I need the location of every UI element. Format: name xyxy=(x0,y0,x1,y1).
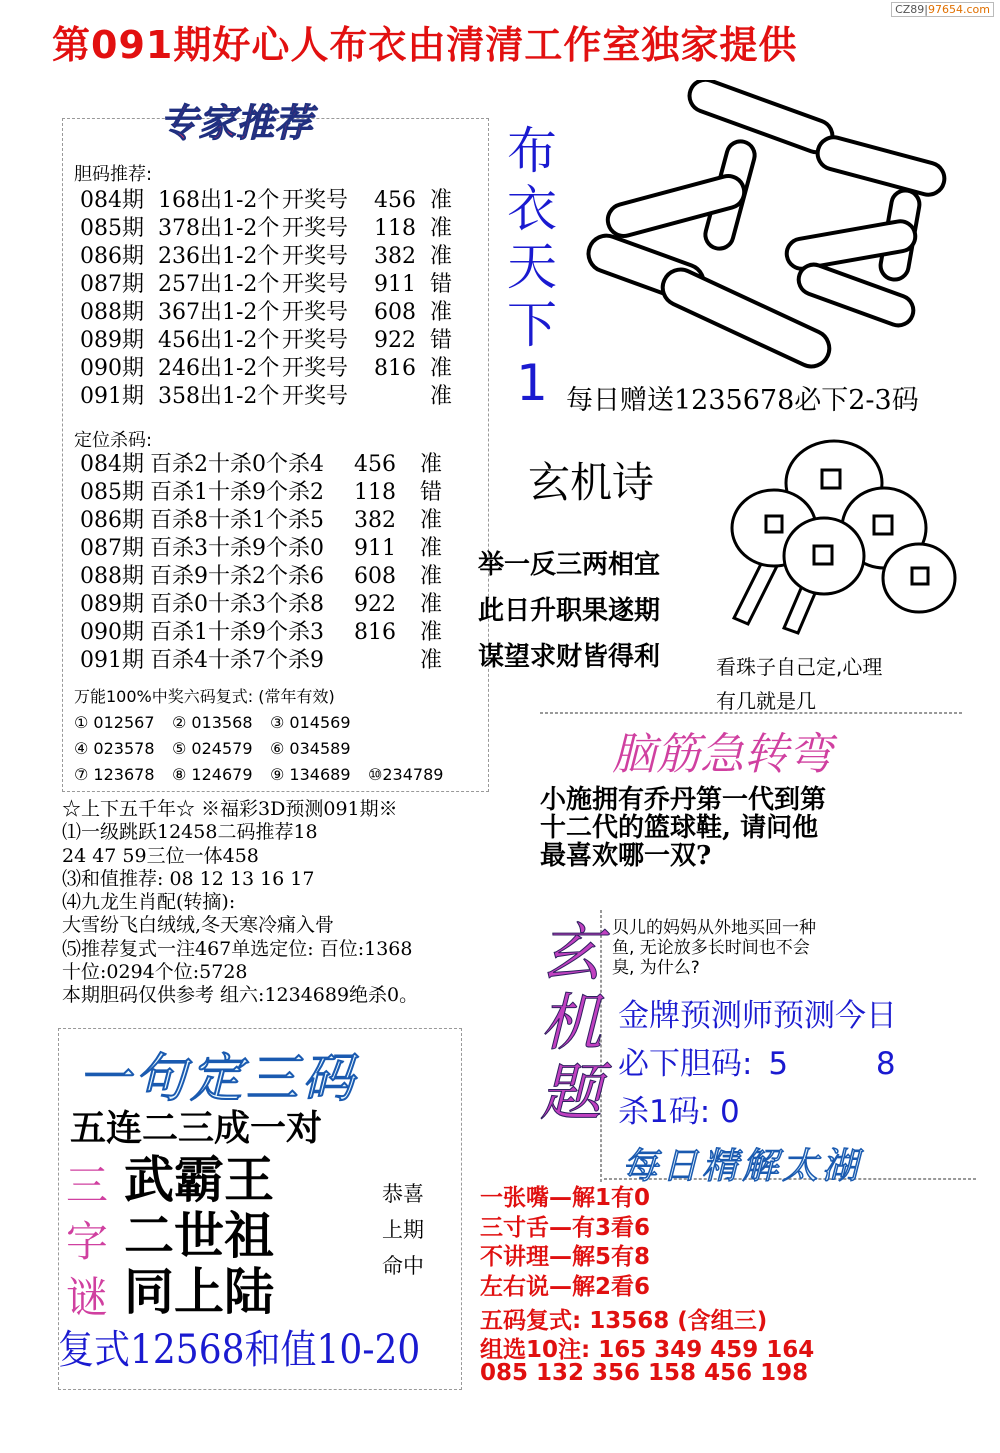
fc3d-line: ☆上下五千年☆ ※福彩3D预测091期※ xyxy=(62,798,398,820)
wanneng-row xyxy=(74,762,466,788)
pearl-line: 看珠子自己定,心理 xyxy=(716,655,883,679)
wanneng-row xyxy=(74,736,466,762)
kill-issue: 085期 xyxy=(80,480,144,505)
dan-row xyxy=(80,299,452,327)
fc3d-line: 十位:0294个位:5728 xyxy=(62,961,248,984)
dan-result: 准 xyxy=(430,356,453,381)
fc3d-line: ⑴一级跳跃12458二码推荐18 xyxy=(62,821,318,844)
kill-issue: 084期 xyxy=(80,452,144,477)
pearl-line: 有几就是几 xyxy=(716,689,816,713)
dan-row xyxy=(80,271,452,299)
gold-title: 金牌预测师预测今日 xyxy=(618,998,897,1034)
riddle-line: 十二代的篮球鞋, 请问他 xyxy=(540,813,819,843)
kill-row xyxy=(80,563,442,591)
poem-line: 举一反三两相宜 xyxy=(478,550,661,580)
fc3d-line: 本期胆码仅供参考 组六:1234689绝杀0。 xyxy=(62,984,419,1007)
wanneng-item: ④ 023578 xyxy=(74,739,155,758)
dan-kj: 开奖号 xyxy=(282,272,349,297)
wanneng-item: ⑦ 123678 xyxy=(74,765,155,784)
dan-table xyxy=(80,187,452,411)
dan-pick-label: 必下胆码: xyxy=(618,1046,753,1082)
buyi-char: 衣 xyxy=(507,180,557,238)
riddle-line: 最喜欢哪一双? xyxy=(540,841,712,871)
dan-row xyxy=(80,355,452,383)
xuanji-line: 臭, 为什么? xyxy=(612,958,700,978)
kill-row xyxy=(80,591,442,619)
buyi-char: 布 xyxy=(507,122,557,180)
xuanji-char: 题 xyxy=(540,1056,603,1129)
coins-illustration xyxy=(714,428,960,640)
dan-row xyxy=(80,327,452,355)
taihu-line: 不讲理—解5有8 xyxy=(480,1244,651,1270)
poem-title: 玄机诗 xyxy=(528,458,655,507)
dan-kj: 开奖号 xyxy=(282,188,349,213)
wanneng-list xyxy=(74,710,466,788)
xuanji-line: 鱼, 无论放多长时间也不会 xyxy=(612,938,810,958)
fc3d-line: 24 47 59三位一体458 xyxy=(62,844,259,867)
dan-result: 准 xyxy=(430,300,453,325)
kill-num: 816 xyxy=(354,620,396,645)
gongxi xyxy=(382,1176,424,1284)
sanzi-line: 同上陆 xyxy=(124,1262,274,1321)
dan-num: 911 xyxy=(374,272,416,297)
daily-gift: 每日赠送1235678必下2-3码 xyxy=(566,385,919,416)
wanneng-item: ⑩234789 xyxy=(368,765,444,784)
watermark: CZ89|97654.com xyxy=(891,2,994,17)
kill-num: 456 xyxy=(354,452,396,477)
gongxi-line: 上期 xyxy=(382,1218,424,1242)
dan-issue: 084期 xyxy=(80,188,144,213)
taihu-line: 三寸舌—有3看6 xyxy=(480,1214,651,1241)
dan-num: 922 xyxy=(374,328,416,353)
kill-result: 准 xyxy=(420,564,443,589)
dan-num: 608 xyxy=(374,300,416,325)
dan-result: 错 xyxy=(430,328,453,353)
buyi-vertical-title xyxy=(500,122,564,412)
kill-num: 382 xyxy=(354,508,396,533)
poem-line: 此日升职果遂期 xyxy=(478,596,661,626)
kill-pick-value: 0 xyxy=(720,1094,740,1130)
kill-pick: 百杀3十杀9个杀0 xyxy=(150,536,324,561)
kill-row xyxy=(80,535,442,563)
pearl-caption xyxy=(716,650,882,718)
dan-issue: 087期 xyxy=(80,272,144,297)
yiju-title: 一句定三码 xyxy=(78,1049,359,1109)
dan-result: 错 xyxy=(430,272,453,297)
kill-pick xyxy=(618,1086,740,1131)
dan-pick-b: 8 xyxy=(875,1046,896,1082)
sanzi-vertical xyxy=(66,1158,108,1326)
dan-issue: 090期 xyxy=(80,356,144,381)
poem-lines xyxy=(478,542,660,680)
kill-num: 608 xyxy=(354,564,396,589)
kill-table xyxy=(80,451,442,675)
sanzi-lines xyxy=(124,1152,274,1320)
xuanji-vertical-title xyxy=(540,918,602,1128)
riddle-line: 小施拥有乔丹第一代到第 xyxy=(540,785,827,815)
watermark-left: CZ89 xyxy=(895,3,925,16)
dan-pick: 246出1-2个 xyxy=(158,356,280,381)
kill-pick: 百杀8十杀1个杀5 xyxy=(150,508,324,533)
page-title: 第091期好心人布衣由清清工作室独家提供 xyxy=(52,23,798,67)
wanneng-item: ⑧ 124679 xyxy=(172,765,253,784)
poem-line: 谋望求财皆得利 xyxy=(478,642,661,672)
wanneng-item: ⑨ 134689 xyxy=(270,765,351,784)
fc3d-line: 大雪纷飞白绒绒,冬天寒冷痛入骨 xyxy=(62,914,335,937)
dan-pick: 257出1-2个 xyxy=(158,272,280,297)
sanzi-char: 字 xyxy=(66,1217,109,1266)
taihu-wuma: 五码复式: 13568 (含组三) xyxy=(480,1308,768,1334)
wanneng-row xyxy=(74,710,466,736)
dan-pick: 236出1-2个 xyxy=(158,244,280,269)
kill-row xyxy=(80,507,442,535)
taihu-zuxuan: 组选10注: 165 349 459 164 xyxy=(480,1337,815,1363)
dan-issue: 086期 xyxy=(80,244,144,269)
dan-kj: 开奖号 xyxy=(282,300,349,325)
xuanji-char: 玄 xyxy=(540,916,603,989)
dan-issue: 089期 xyxy=(80,328,144,353)
sanzi-line: 二世祖 xyxy=(124,1206,274,1265)
buyi-char: 下 xyxy=(507,296,557,354)
kill-issue: 086期 xyxy=(80,508,144,533)
kill-result: 准 xyxy=(420,452,443,477)
buyi-char: 1 xyxy=(516,354,548,412)
dan-pick: 378出1-2个 xyxy=(158,216,280,241)
buyi-char: 天 xyxy=(507,238,557,296)
kill-row xyxy=(80,647,442,675)
dan-result: 准 xyxy=(430,188,453,213)
kill-num: 911 xyxy=(354,536,396,561)
kill-result: 准 xyxy=(420,508,443,533)
kill-pick: 百杀2十杀0个杀4 xyxy=(150,452,324,477)
xuanji-line: 贝儿的妈妈从外地买回一种 xyxy=(612,918,816,938)
kill-row xyxy=(80,479,442,507)
dan-row xyxy=(80,215,452,243)
gongxi-line: 恭喜 xyxy=(382,1182,424,1206)
kill-pick: 百杀4十杀7个杀9 xyxy=(150,648,324,673)
wanneng-item: ③ 014569 xyxy=(270,713,351,732)
dan-row xyxy=(80,243,452,271)
dan-row xyxy=(80,383,452,411)
sanzi-char: 三 xyxy=(66,1161,109,1210)
kill-num: 118 xyxy=(354,480,396,505)
kill-issue: 089期 xyxy=(80,592,144,617)
kill-label: 定位杀码: xyxy=(74,430,153,451)
dan-label: 胆码推荐: xyxy=(74,164,153,185)
taihu-zuxuan2: 085 132 356 158 456 198 xyxy=(480,1360,809,1386)
taihu-title: 每日精解太湖 xyxy=(622,1146,863,1187)
dan-num: 816 xyxy=(374,356,416,381)
dan-kj: 开奖号 xyxy=(282,244,349,269)
wanneng-label: 万能100%中奖六码复式: (常年有效) xyxy=(74,687,335,706)
dan-kj: 开奖号 xyxy=(282,356,349,381)
dan-num: 118 xyxy=(374,216,416,241)
fc3d-line: ⑶和值推荐: 08 12 13 16 17 xyxy=(62,867,315,890)
dan-num: 382 xyxy=(374,244,416,269)
dan-num: 456 xyxy=(374,188,416,213)
kill-row xyxy=(80,451,442,479)
wanneng-item: ① 012567 xyxy=(74,713,155,732)
dan-issue: 085期 xyxy=(80,216,144,241)
fc3d-block xyxy=(62,798,418,1008)
taihu-lines xyxy=(480,1184,650,1302)
fushi: 复式12568和值10-20 xyxy=(58,1327,421,1373)
kill-num: 922 xyxy=(354,592,396,617)
kill-pick: 百杀9十杀2个杀6 xyxy=(150,564,324,589)
fc3d-line: ⑷九龙生肖配(转摘): xyxy=(62,891,236,914)
kill-pick: 百杀1十杀9个杀2 xyxy=(150,480,324,505)
dan-kj: 开奖号 xyxy=(282,216,349,241)
dan-pick: 168出1-2个 xyxy=(158,188,280,213)
kill-result: 准 xyxy=(420,620,443,645)
kill-result: 准 xyxy=(420,592,443,617)
kill-issue: 088期 xyxy=(80,564,144,589)
kill-pick: 百杀0十杀3个杀8 xyxy=(150,592,324,617)
dan-kj: 开奖号 xyxy=(282,328,349,353)
watermark-right: 97654.com xyxy=(928,3,990,16)
fc3d-line: ⑸推荐复式一注467单选定位: 百位:1368 xyxy=(62,937,413,960)
kill-pick-label: 杀1码: xyxy=(618,1094,711,1130)
kill-issue: 087期 xyxy=(80,536,144,561)
dan-pick: 456出1-2个 xyxy=(158,328,280,353)
dan-pick: 358出1-2个 xyxy=(158,384,280,409)
wanneng-item: ⑤ 024579 xyxy=(172,739,253,758)
kill-row xyxy=(80,619,442,647)
dan-issue: 088期 xyxy=(80,300,144,325)
expert-title: 专家推荐 xyxy=(160,101,313,145)
kill-pick: 百杀1十杀9个杀3 xyxy=(150,620,324,645)
kill-issue: 090期 xyxy=(80,620,144,645)
xuanji-char: 机 xyxy=(540,986,603,1059)
dan-pick: 367出1-2个 xyxy=(158,300,280,325)
sanzi-char: 谜 xyxy=(66,1273,109,1322)
dan-row xyxy=(80,187,452,215)
dan-kj: 开奖号 xyxy=(282,384,349,409)
dan-pick xyxy=(618,1038,896,1083)
riddle-text xyxy=(540,786,826,870)
dan-pick-a: 5 xyxy=(768,1046,789,1082)
dan-result: 准 xyxy=(430,216,453,241)
kill-issue: 091期 xyxy=(80,648,144,673)
kill-result: 准 xyxy=(420,648,443,673)
xuanji-text xyxy=(612,918,816,978)
taihu-line: 左右说—解2看6 xyxy=(480,1273,651,1300)
dan-result: 准 xyxy=(430,244,453,269)
taihu-line: 一张嘴—解1有0 xyxy=(480,1185,651,1211)
riddle-title: 脑筋急转弯 xyxy=(612,729,832,780)
yiju-phrase: 五连二三成一对 xyxy=(70,1108,323,1149)
number-23-illustration xyxy=(566,80,956,370)
gongxi-line: 命中 xyxy=(382,1254,424,1278)
wanneng-item: ⑥ 034589 xyxy=(270,739,351,758)
wanneng-item: ② 013568 xyxy=(172,713,253,732)
dan-result: 准 xyxy=(430,384,453,409)
sanzi-line: 武霸王 xyxy=(124,1150,274,1209)
dan-issue: 091期 xyxy=(80,384,144,409)
kill-result: 准 xyxy=(420,536,443,561)
kill-result: 错 xyxy=(420,480,443,505)
